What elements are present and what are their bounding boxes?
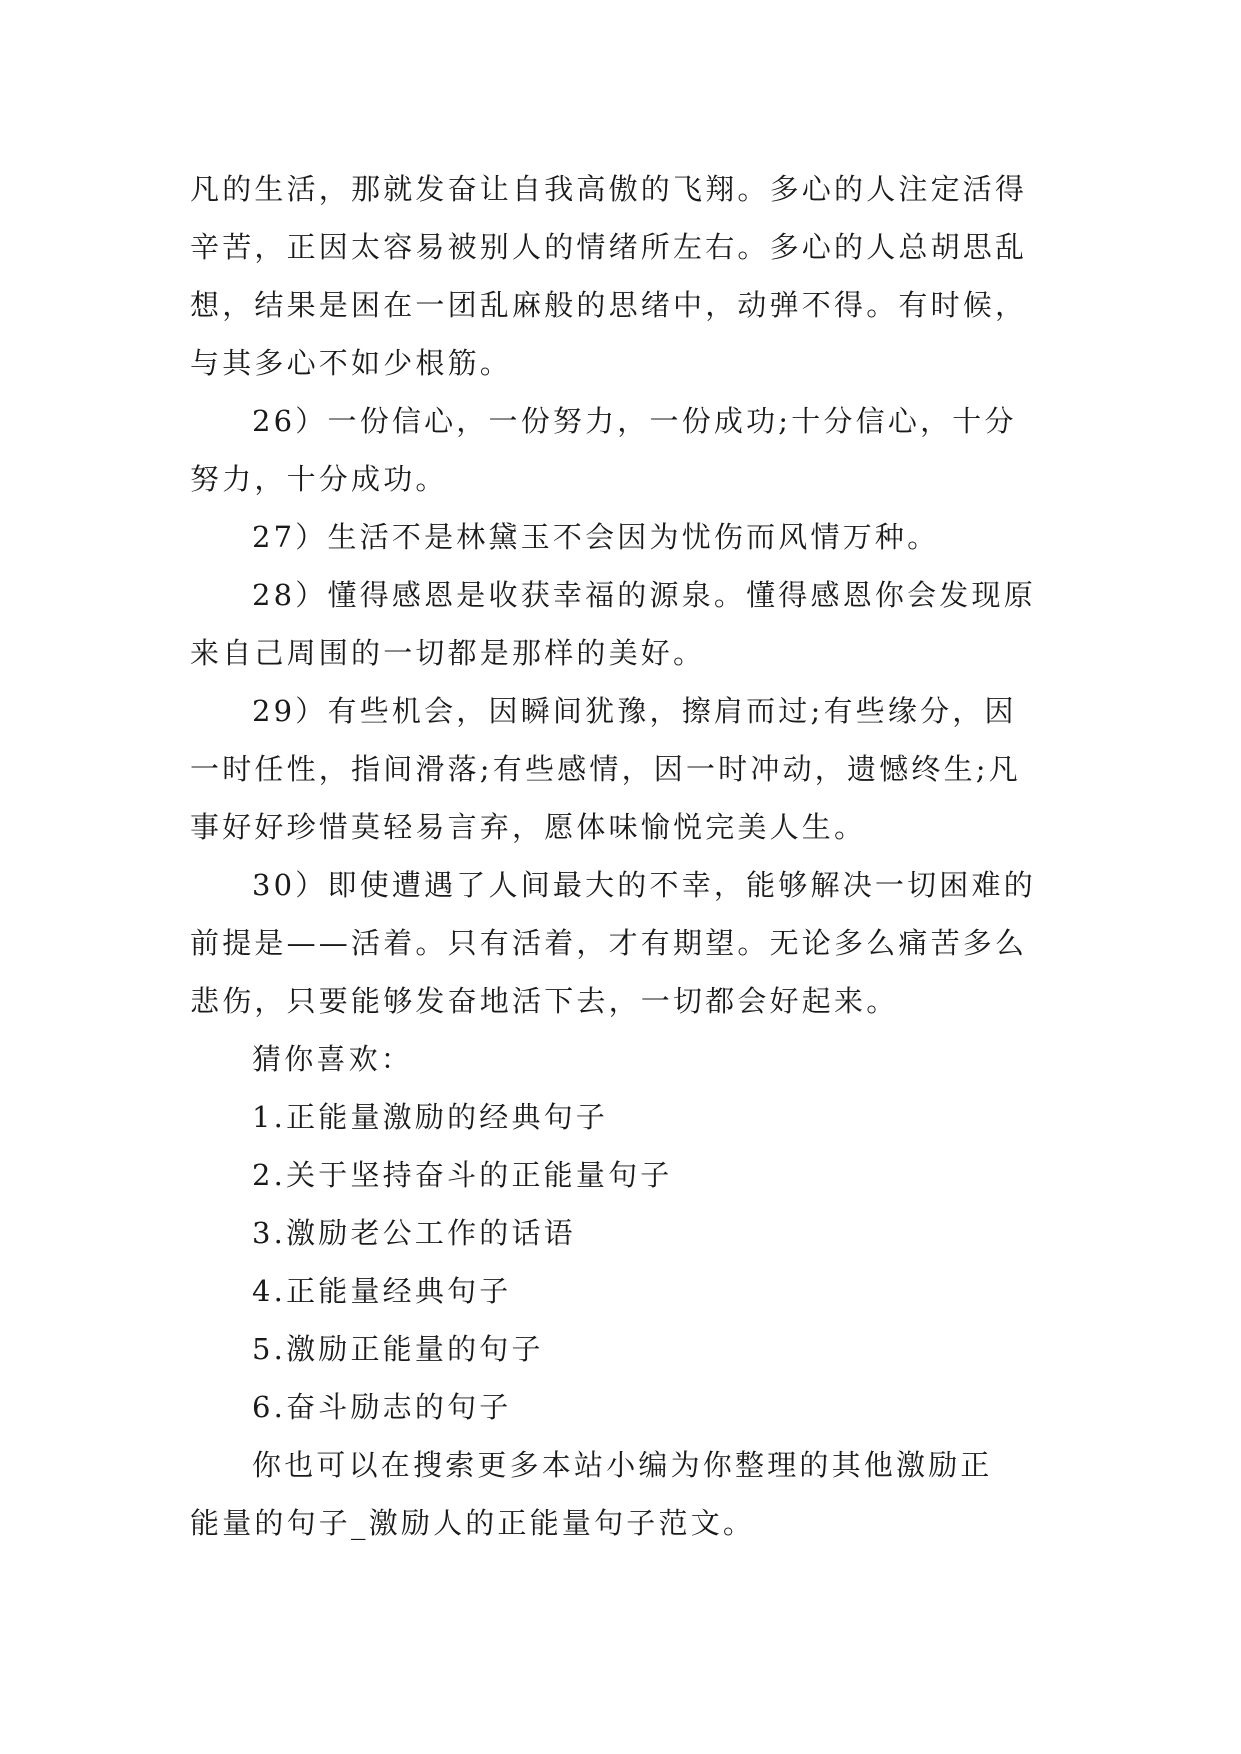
- paragraph-line: 凡的生活，那就发奋让自我高傲的飞翔。多心的人注定活得: [190, 172, 1028, 206]
- item-28-line: 28）懂得感恩是收获幸福的源泉。懂得感恩你会发现原: [252, 578, 1036, 612]
- item-29-line: 一时任性，指间滑落;有些感情，因一时冲动，遗憾终生;凡: [190, 752, 1021, 786]
- related-link[interactable]: 6.奋斗励志的句子: [252, 1390, 512, 1424]
- related-link[interactable]: 1.正能量激励的经典句子: [252, 1100, 609, 1134]
- related-link[interactable]: 4.正能量经典句子: [252, 1274, 512, 1308]
- closing-line: 能量的句子_激励人的正能量句子范文。: [190, 1506, 756, 1540]
- related-link[interactable]: 5.激励正能量的句子: [252, 1332, 544, 1366]
- item-30-line: 30）即使遭遇了人间最大的不幸，能够解决一切困难的: [252, 868, 1036, 902]
- paragraph-line: 想，结果是困在一团乱麻般的思绪中，动弹不得。有时候，: [190, 288, 1028, 322]
- item-30-line: 前提是——活着。只有活着，才有期望。无论多么痛苦多么: [190, 926, 1028, 960]
- item-28-line: 来自己周围的一切都是那样的美好。: [190, 636, 706, 670]
- item-26-line: 26）一份信心，一份努力，一份成功;十分信心，十分: [252, 404, 1017, 438]
- item-27-line: 27）生活不是林黛玉不会因为忧伤而风情万种。: [252, 520, 940, 554]
- related-link[interactable]: 3.激励老公工作的话语: [252, 1216, 576, 1250]
- closing-line: 你也可以在搜索更多本站小编为你整理的其他激励正: [252, 1448, 993, 1482]
- item-30-line: 悲伤，只要能够发奋地活下去，一切都会好起来。: [190, 984, 899, 1018]
- item-29-line: 29）有些机会，因瞬间犹豫，擦肩而过;有些缘分，因: [252, 694, 1017, 728]
- paragraph-line: 辛苦，正因太容易被别人的情绪所左右。多心的人总胡思乱: [190, 230, 1028, 264]
- document-page: [190, 160, 1060, 1552]
- related-heading: 猜你喜欢：: [252, 1042, 414, 1076]
- item-29-line: 事好好珍惜莫轻易言弃，愿体味愉悦完美人生。: [190, 810, 867, 844]
- related-link[interactable]: 2.关于坚持奋斗的正能量句子: [252, 1158, 673, 1192]
- item-26-line: 努力，十分成功。: [190, 462, 448, 496]
- paragraph-line: 与其多心不如少根筋。: [190, 346, 513, 380]
